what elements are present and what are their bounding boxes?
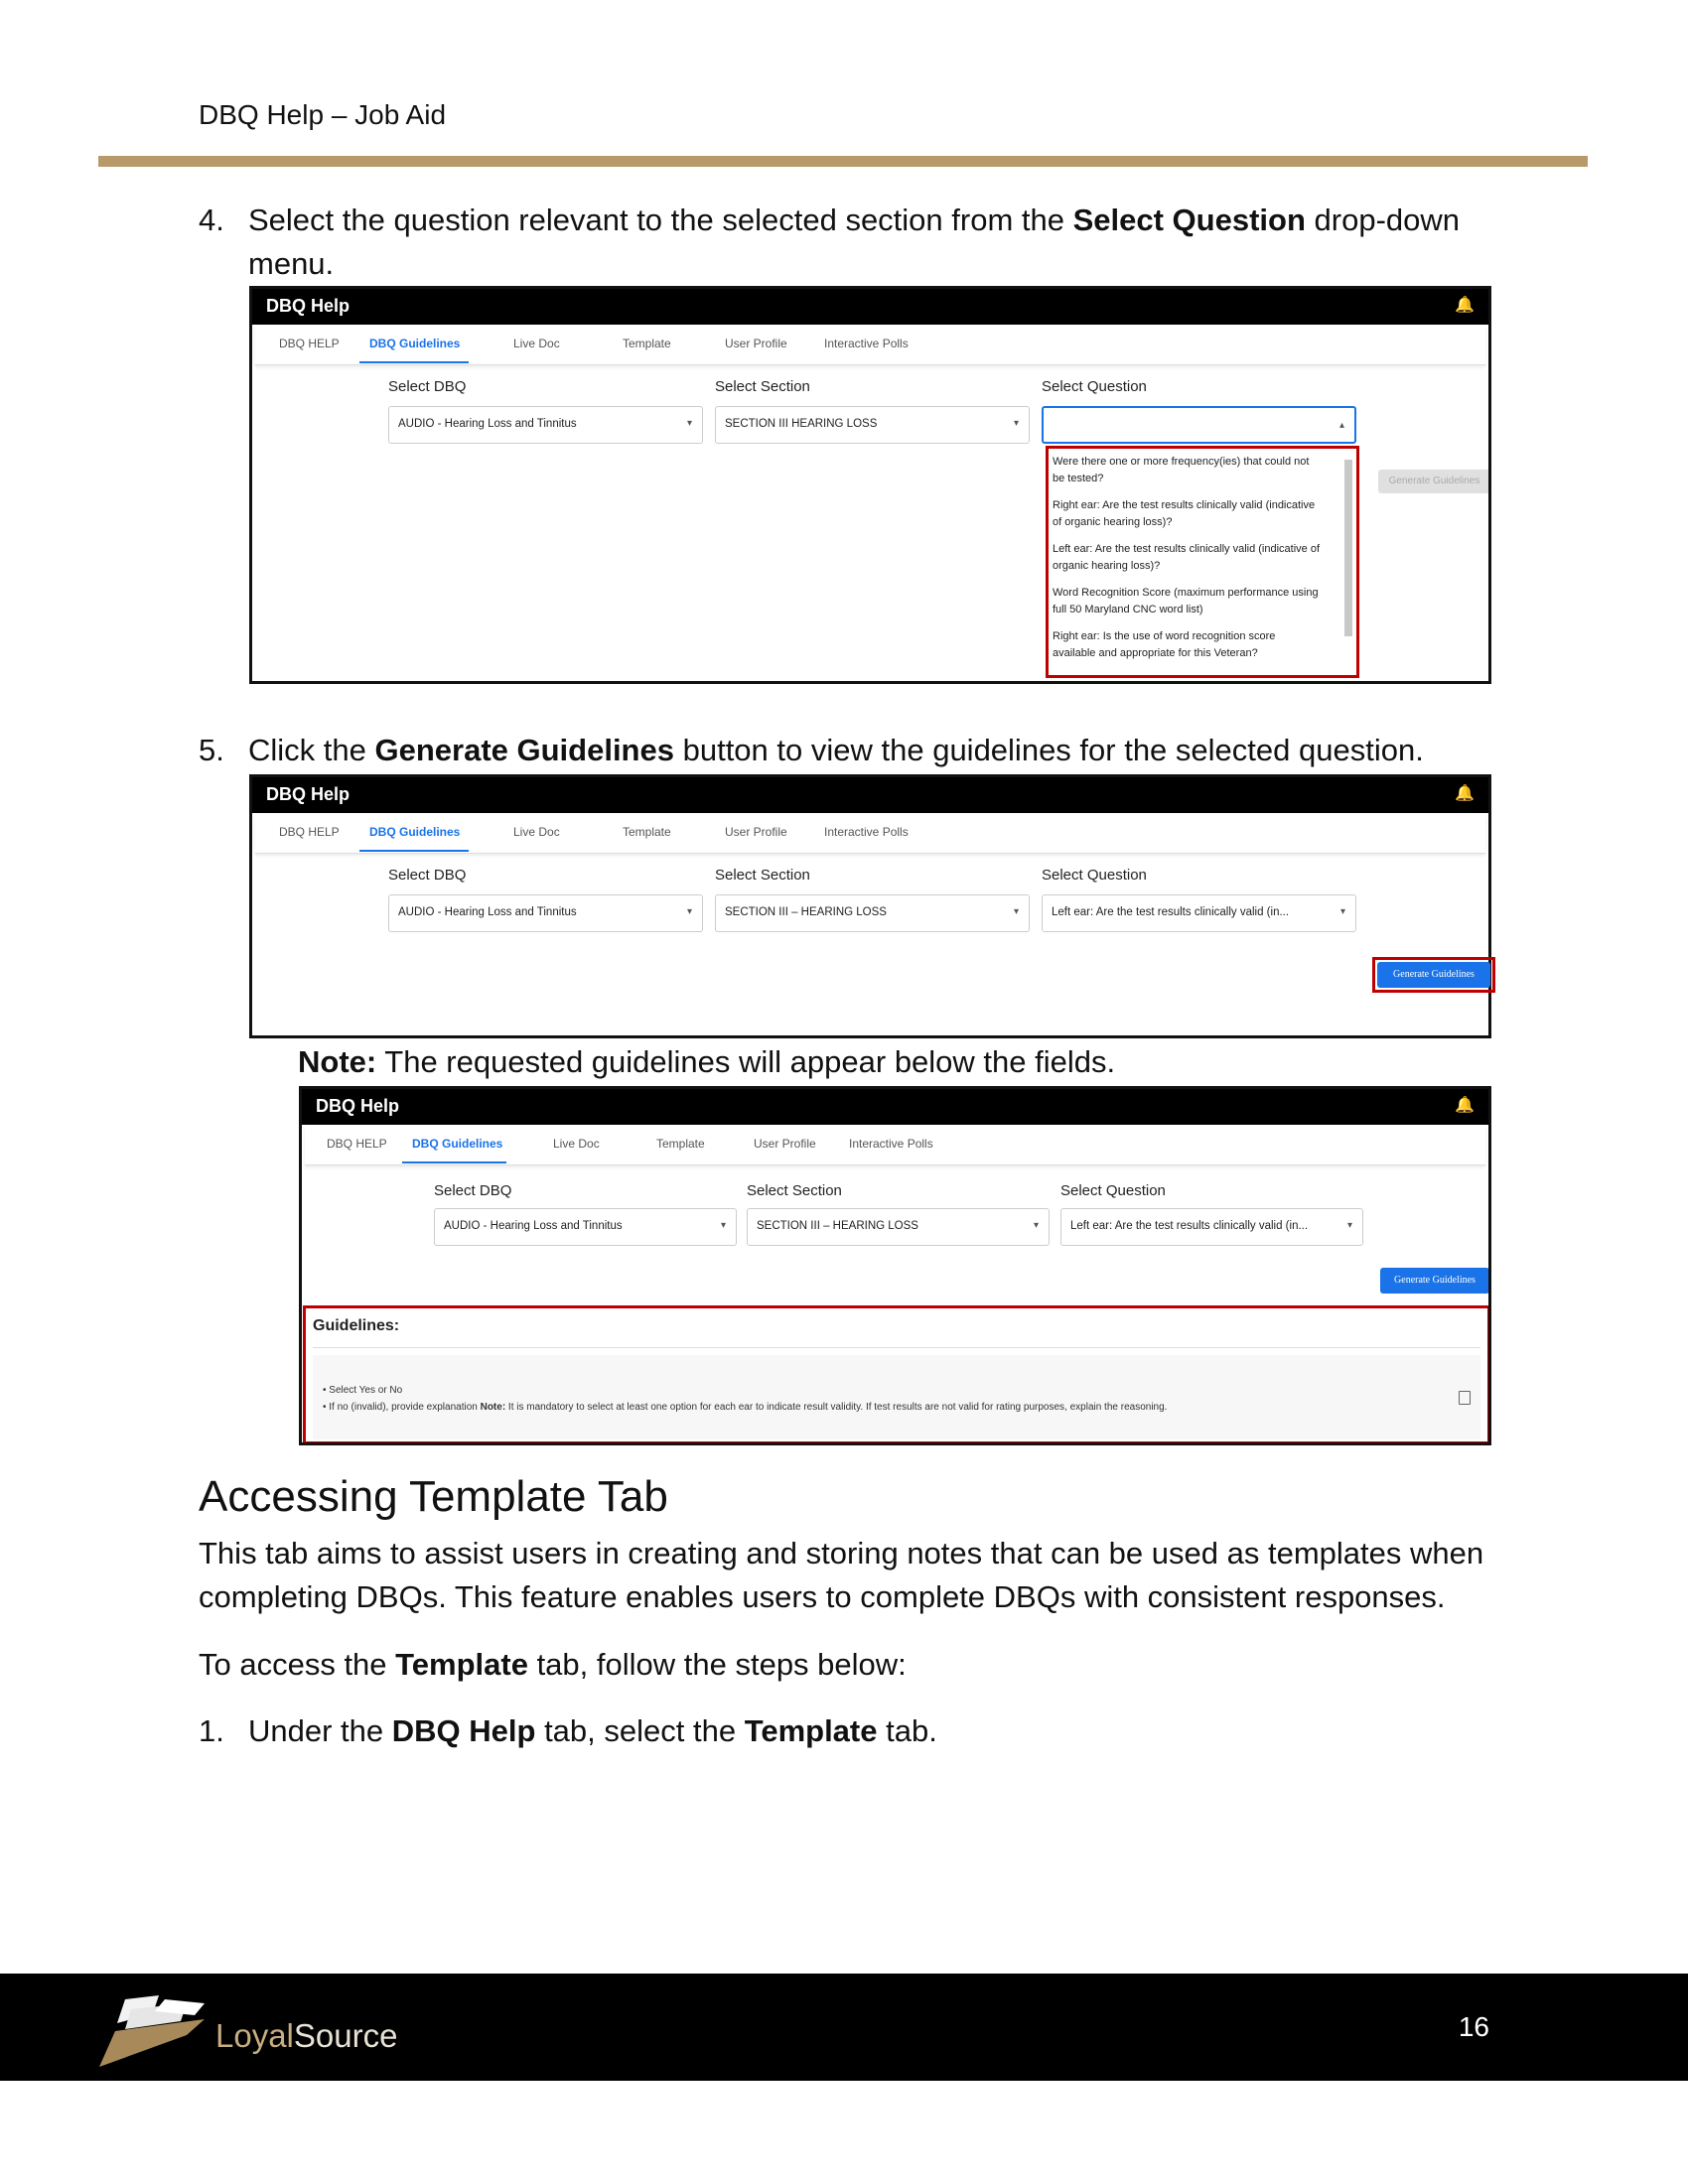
loyalsource-logo-icon [95, 1991, 214, 2071]
select-section-label: Select Section [715, 378, 810, 395]
caret-down-icon: ▾ [1033, 1220, 1039, 1231]
select-question-value: Left ear: Are the test results clinically valid (in... [1070, 1220, 1309, 1232]
app-title: DBQ Help [266, 296, 351, 316]
select-section-dropdown[interactable] [715, 894, 1030, 932]
select-section-dropdown[interactable] [747, 1208, 1050, 1246]
tab-dbq-guidelines[interactable]: DBQ Guidelines [412, 1137, 503, 1151]
guidelines-bullet: • Select Yes or No [323, 1385, 403, 1396]
step-text [248, 729, 1489, 772]
select-question-label: Select Question [1042, 378, 1147, 395]
tab-dbq-help[interactable]: DBQ HELP [327, 1137, 387, 1151]
tab-dbq-guidelines[interactable]: DBQ Guidelines [369, 337, 461, 350]
app-topbar [252, 777, 1488, 813]
generate-guidelines-button[interactable]: Generate Guidelines [1380, 1268, 1489, 1294]
app-title: DBQ Help [316, 1096, 400, 1116]
section-heading: Accessing Template Tab [199, 1472, 668, 1521]
bell-icon[interactable]: 🔔 [1455, 297, 1475, 314]
page-footer [0, 1974, 1688, 2081]
highlight-box [303, 1305, 1490, 1444]
guidelines-bullet: • If no (invalid), provide explanation Note: It is mandatory to select at least one option for each ear to indicate result validity. If test results are not valid for rating purposes, explain the reasoning. [323, 1402, 1168, 1413]
generate-guidelines-button[interactable]: Generate Guidelines [1377, 962, 1490, 988]
tab-dbq-help[interactable]: DBQ HELP [279, 337, 340, 350]
instruction-post: tab, follow the steps below: [527, 1647, 907, 1682]
note-body: The requested guidelines will appear below the fields. [376, 1044, 1116, 1079]
select-section-dropdown[interactable] [715, 406, 1030, 444]
tab-interactive-polls[interactable]: Interactive Polls [849, 1137, 933, 1151]
select-section-value: SECTION III – HEARING LOSS [725, 906, 887, 918]
select-dbq-label: Select DBQ [388, 867, 467, 884]
app-title: DBQ Help [266, 784, 351, 804]
select-dbq-dropdown[interactable] [388, 894, 703, 932]
select-dbq-label: Select DBQ [434, 1182, 512, 1199]
step-text-pre: Under the [248, 1713, 392, 1748]
note-label: Note: [298, 1044, 377, 1079]
step-text-pre: Click the [248, 733, 375, 767]
select-dbq-value: AUDIO - Hearing Loss and Tinnitus [398, 418, 577, 430]
tab-template[interactable]: Template [656, 1137, 705, 1151]
app-topbar [252, 289, 1488, 325]
screenshot-select-question [249, 286, 1491, 684]
question-option[interactable]: Right ear: Are the test results clinically valid (indicative of organic hearing loss)? [1053, 499, 1316, 528]
section-paragraph: This tab aims to assist users in creating and storing notes that can be used as templates when completing DBQs. This feature enables users to complete DBQs with consistent responses. [199, 1536, 1484, 1614]
caret-down-icon: ▾ [1339, 906, 1345, 917]
caret-down-icon: ▾ [1013, 906, 1019, 917]
select-question-value: Left ear: Are the test results clinically valid (in... [1052, 906, 1290, 918]
guidelines-bullet-text: Select Yes or No [329, 1385, 403, 1396]
tab-dbq-guidelines[interactable]: DBQ Guidelines [369, 825, 461, 839]
tab-interactive-polls[interactable]: Interactive Polls [824, 825, 909, 839]
step-text-post: tab. [877, 1713, 937, 1748]
select-question-dropdown[interactable] [1042, 894, 1356, 932]
step-number: 1. [199, 1713, 224, 1748]
screenshot-guidelines-result [299, 1086, 1491, 1445]
question-option[interactable]: Right ear: Is the use of word recognition score available and appropriate for this Veteran? [1053, 630, 1276, 659]
step-text-post: button to view the guidelines for the selected question. [673, 733, 1424, 767]
tab-live-doc[interactable]: Live Doc [513, 825, 560, 839]
step-number: 4. [199, 203, 224, 237]
tab-template[interactable]: Template [623, 825, 671, 839]
question-option[interactable]: Left ear: Are the test results clinically valid (indicative of organic hearing loss)? [1053, 543, 1321, 572]
guidelines-bullet-bold: Note: [480, 1402, 506, 1413]
step-text-mid: tab, select the [535, 1713, 745, 1748]
question-option[interactable]: Word Recognition Score (maximum performance using full 50 Maryland CNC word list) [1053, 587, 1319, 615]
instruction-bold: Template [395, 1647, 528, 1682]
guidelines-bullet-text: If no (invalid), provide explanation [329, 1402, 481, 1413]
select-section-label: Select Section [715, 867, 810, 884]
instruction-pre: To access the [199, 1647, 396, 1682]
tab-live-doc[interactable]: Live Doc [513, 337, 560, 350]
step-text-bold: Generate Guidelines [374, 733, 674, 767]
app-tabs [255, 815, 1485, 854]
caret-down-icon: ▾ [1346, 1220, 1352, 1231]
screenshot-generate-guidelines [249, 774, 1491, 1038]
step-number: 5. [199, 733, 224, 767]
select-section-value: SECTION III – HEARING LOSS [757, 1220, 918, 1232]
select-question-dropdown[interactable] [1042, 406, 1356, 444]
select-section-value: SECTION III HEARING LOSS [725, 418, 878, 430]
tab-user-profile[interactable]: User Profile [725, 337, 787, 350]
select-question-label: Select Question [1042, 867, 1147, 884]
select-question-dropdown[interactable] [1060, 1208, 1363, 1246]
brand-part-source: Source [293, 2017, 398, 2054]
tab-user-profile[interactable]: User Profile [754, 1137, 816, 1151]
header-rule [98, 156, 1588, 167]
select-dbq-label: Select DBQ [388, 378, 467, 395]
app-tabs [305, 1127, 1485, 1165]
tab-interactive-polls[interactable]: Interactive Polls [824, 337, 909, 350]
brand-wordmark [215, 2017, 397, 2055]
caret-down-icon: ▾ [1013, 418, 1019, 429]
step-text-bold: DBQ Help [391, 1713, 536, 1748]
highlight-box [1372, 957, 1495, 993]
active-tab-indicator [359, 850, 469, 852]
select-section-label: Select Section [747, 1182, 842, 1199]
step-text-bold: Template [744, 1713, 878, 1748]
caret-down-icon: ▾ [720, 1220, 726, 1231]
caret-down-icon: ▾ [686, 418, 692, 429]
active-tab-indicator [402, 1161, 506, 1163]
generate-guidelines-button-disabled[interactable]: Generate Guidelines [1378, 470, 1490, 493]
step-text [248, 1709, 1489, 1753]
select-dbq-dropdown[interactable] [388, 406, 703, 444]
tab-live-doc[interactable]: Live Doc [553, 1137, 600, 1151]
caret-up-icon: ▴ [1338, 420, 1344, 431]
tab-dbq-help[interactable]: DBQ HELP [279, 825, 340, 839]
guidelines-bullet-text: It is mandatory to select at least one option for each ear to indicate result validity. If test results are not valid for rating purposes, explain the reasoning. [505, 1402, 1168, 1413]
select-dbq-dropdown[interactable] [434, 1208, 737, 1246]
page-number: 16 [1458, 2011, 1489, 2042]
brand-part-loyal: Loyal [215, 2017, 294, 2054]
tab-user-profile[interactable]: User Profile [725, 825, 787, 839]
select-dbq-value: AUDIO - Hearing Loss and Tinnitus [398, 906, 577, 918]
document-header-title: DBQ Help – Job Aid [199, 99, 447, 130]
select-dbq-value: AUDIO - Hearing Loss and Tinnitus [444, 1220, 623, 1232]
select-question-label: Select Question [1060, 1182, 1166, 1199]
step-text-pre: Select the question relevant to the selected section from the [248, 203, 1073, 237]
app-topbar [302, 1089, 1488, 1125]
section-instruction [199, 1643, 907, 1687]
note-text [298, 1040, 1115, 1084]
question-option[interactable]: Were there one or more frequency(ies) that could not be tested? [1053, 456, 1310, 484]
guidelines-title: Guidelines: [313, 1317, 400, 1334]
bell-icon[interactable]: 🔔 [1455, 1097, 1475, 1114]
app-tabs [255, 327, 1485, 365]
active-tab-indicator [359, 361, 469, 363]
step-text-post: drop-down menu. [248, 203, 1460, 281]
caret-down-icon: ▾ [686, 906, 692, 917]
step-text [248, 199, 1489, 286]
bell-icon[interactable]: 🔔 [1455, 785, 1475, 802]
tab-template[interactable]: Template [623, 337, 671, 350]
highlight-box [1046, 446, 1359, 678]
step-text-bold: Select Question [1072, 203, 1306, 237]
